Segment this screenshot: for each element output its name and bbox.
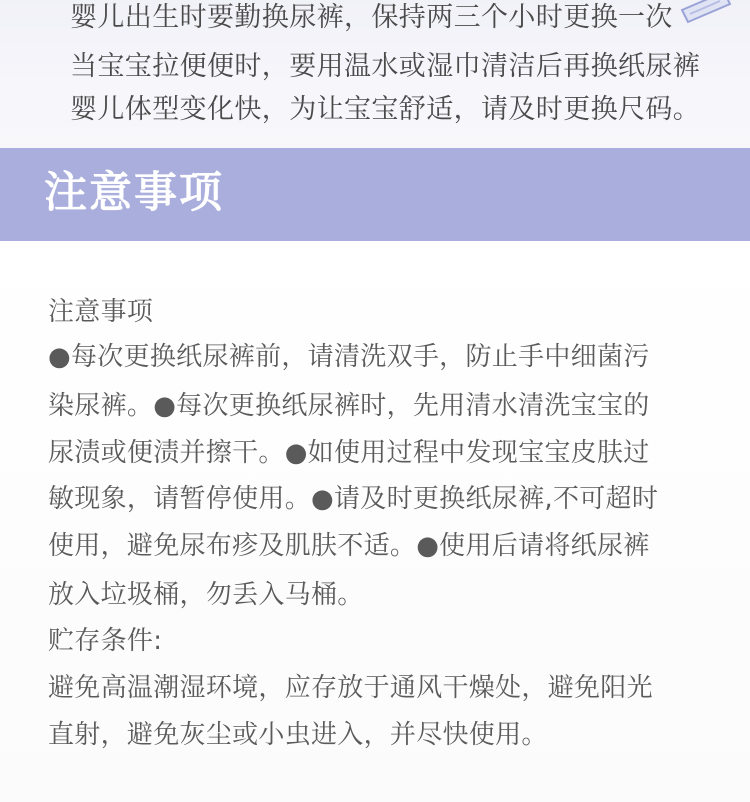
notes-line-2: 染尿裤。●每次更换纸尿裤时，先用清水清洗宝宝的	[48, 391, 650, 421]
notes-line-1: ●每次更换纸尿裤前，请清洗双手，防止手中细菌污	[48, 342, 650, 372]
intro-line-2: 当宝宝拉便便时，要用温水或湿巾清洁后再换纸尿裤	[70, 51, 701, 82]
notes-line-4: 敏现象，请暂停使用。●请及时更换纸尿裤,不可超时	[48, 484, 659, 514]
banner-title: 注意事项	[44, 168, 224, 218]
storage-heading: 贮存条件:	[48, 626, 163, 656]
notes-line-5: 使用，避免尿布疹及肌肤不适。●使用后请将纸尿裤	[48, 531, 650, 561]
intro-line-1: 婴儿出生时要勤换尿裤，保持两三个小时更换一次	[70, 2, 673, 33]
storage-line-1: 避免高温潮湿环境，应存放于通风干燥处，避免阳光	[48, 673, 653, 703]
notes-line-6: 放入垃圾桶，勿丢入马桶。	[48, 580, 364, 610]
storage-line-2: 直射，避免灰尘或小虫进入，并尽快使用。	[48, 720, 548, 750]
notes-heading: 注意事项	[48, 297, 154, 327]
notes-content	[0, 241, 750, 802]
decoration-icon	[676, 0, 736, 28]
intro-section	[0, 0, 750, 148]
section-banner	[0, 148, 750, 241]
notes-line-3: 尿渍或便渍并擦干。●如使用过程中发现宝宝皮肤过	[48, 438, 650, 468]
intro-line-3: 婴儿体型变化快，为让宝宝舒适，请及时更换尺码。	[70, 94, 701, 125]
